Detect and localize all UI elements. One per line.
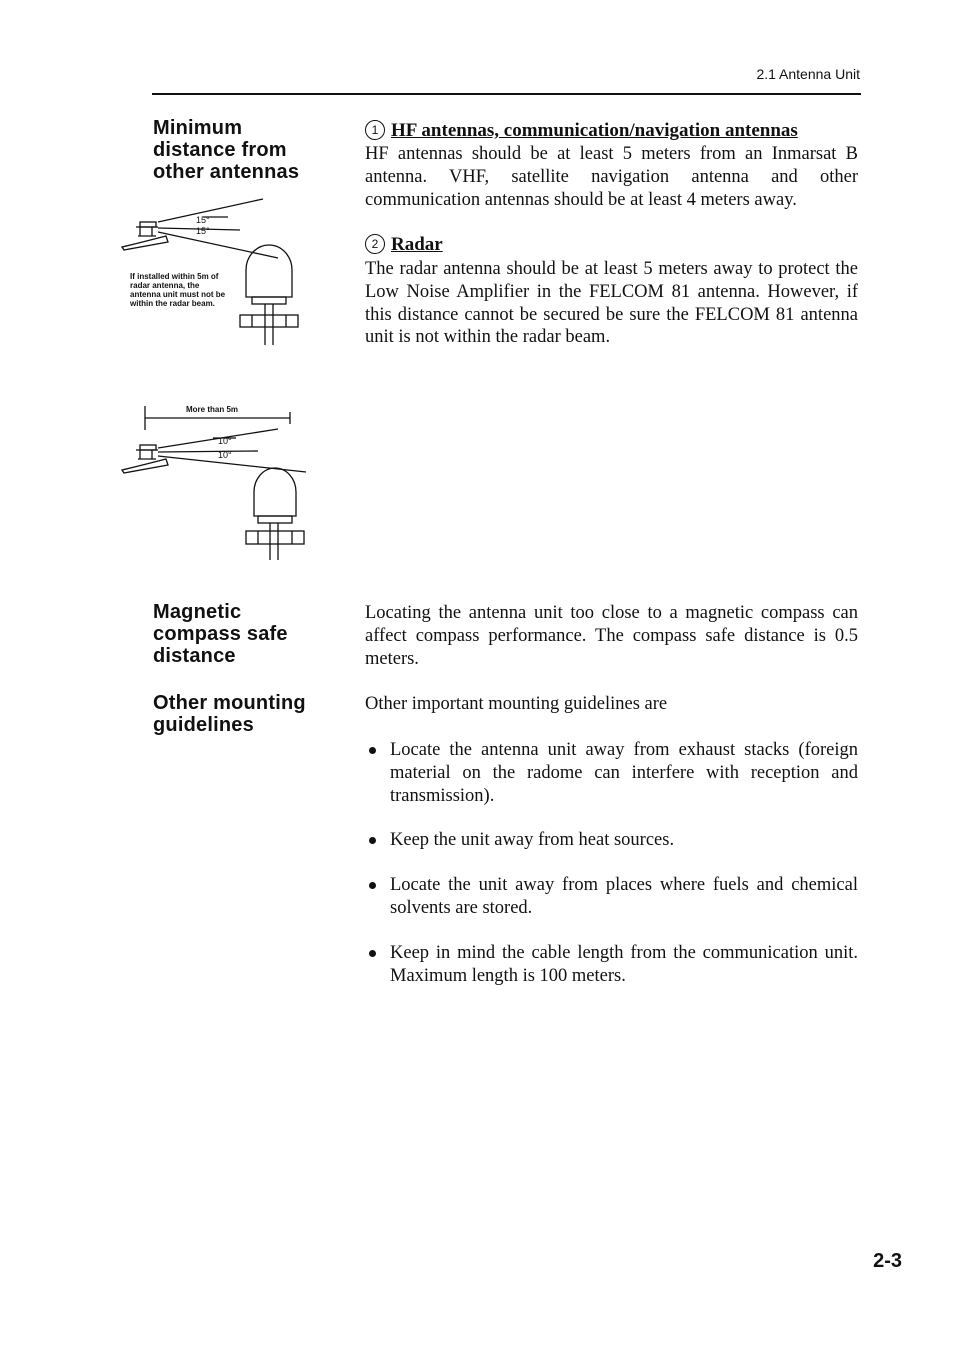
list-item: Locate the antenna unit away from exhaust stacks (foreign material on the radome can interfere with reception and transmission).: [365, 739, 858, 807]
header-rule: [152, 93, 861, 95]
circled-number-2: 2: [365, 234, 385, 254]
figure-caption: If installed within 5m of radar antenna, the antenna unit must not be within the radar beam.: [130, 272, 226, 308]
angle-label-bottom: 15°: [196, 226, 210, 236]
subhead-hf-antennas: 1 HF antennas, communication/navigation antennas: [365, 120, 798, 142]
figure-radar-beam-beyond-5m: [118, 396, 318, 566]
heading-magnetic-compass: Magnetic compass safe distance: [153, 601, 288, 667]
list-item: Keep in mind the cable length from the communication unit. Maximum length is 100 meters.: [365, 942, 858, 988]
heading-other-mounting: Other mounting guidelines: [153, 692, 306, 736]
circled-number-1: 1: [365, 120, 385, 140]
angle-label-top: 15°: [196, 215, 210, 225]
list-item: Locate the unit away from places where fuels and chemical solvents are stored.: [365, 874, 858, 920]
angle-label-bottom-2: 10°: [218, 450, 232, 460]
angle-label-top-2: 10°: [218, 436, 232, 446]
heading-minimum-distance: Minimum distance from other antennas: [153, 117, 300, 183]
hf-antennas-text: HF antennas should be at least 5 meters from an Inmarsat B antenna. VHF, satellite navigation antenna and other communication antennas should be at least 4 meters away.: [365, 144, 858, 210]
other-guidelines-intro: Other important mounting guidelines are: [365, 694, 668, 714]
radar-text: The radar antenna should be at least 5 meters away to protect the Low Noise Amplifier in the FELCOM 81 antenna. However, if this distance cannot be secured be sure the FELCOM 81 antenna unit is not within the radar beam.: [365, 259, 858, 348]
magnetic-compass-text: Locating the antenna unit too close to a magnetic compass can affect compass performance. The compass safe distance is 0.5 meters.: [365, 603, 858, 669]
distance-label: More than 5m: [186, 405, 239, 414]
subhead-radar: 2 Radar: [365, 234, 443, 256]
guidelines-list: [365, 739, 858, 987]
page-number: 2-3: [873, 1250, 902, 1272]
list-item: Keep the unit away from heat sources.: [365, 829, 858, 852]
running-head: 2.1 Antenna Unit: [756, 66, 860, 82]
